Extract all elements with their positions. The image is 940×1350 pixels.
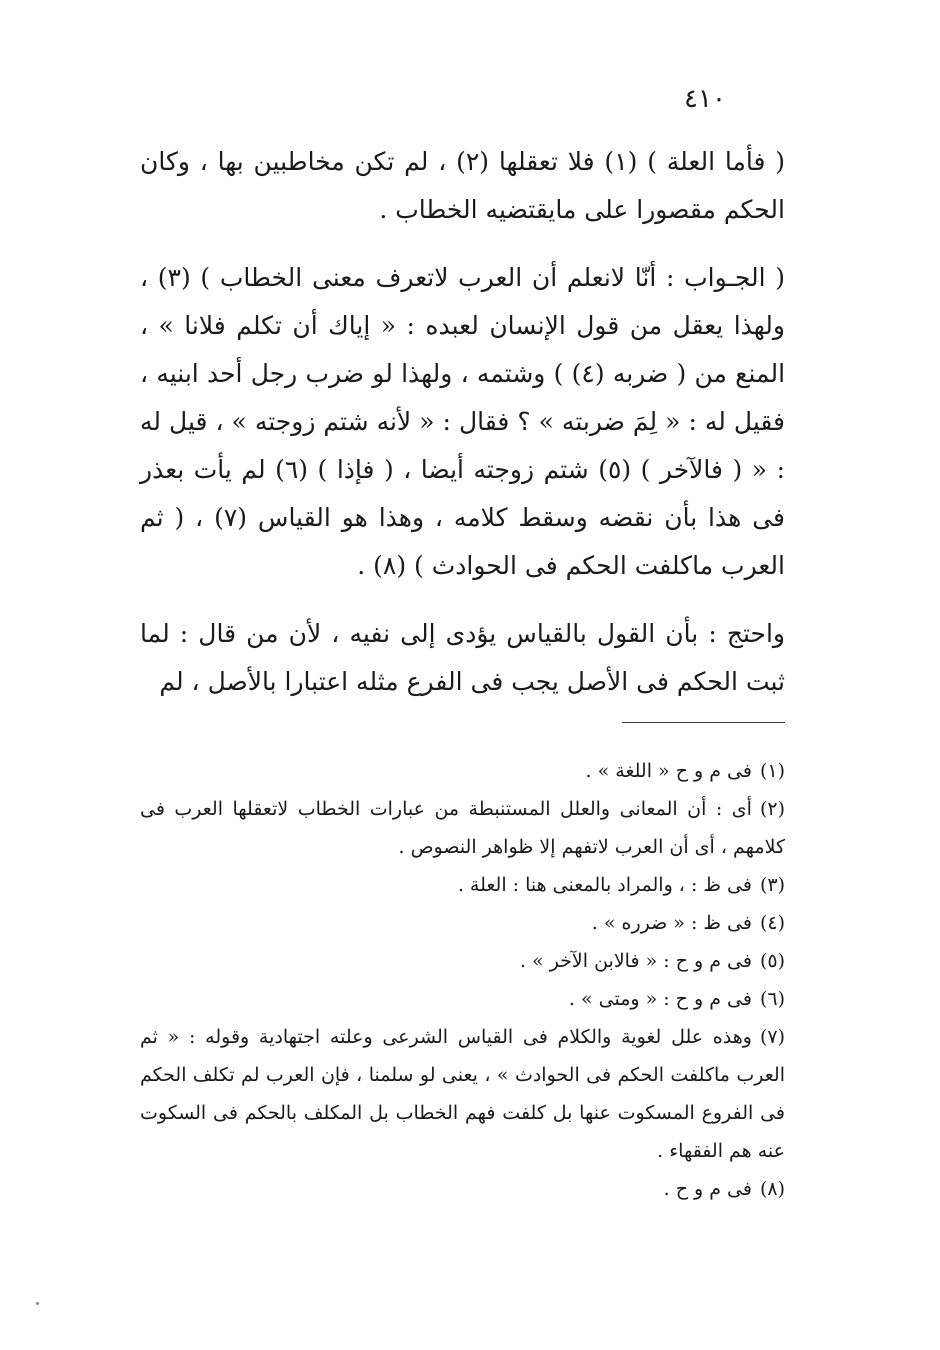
footnote-text: وهذه علل لغوية والكلام فى القياس الشرعى وعلته اجتهادية وقوله : « ثم العرب ماكلفت الحكم فى الحوادث » ، يعنى لو سلمنا ، فإن العرب لم تكلف الحكم فى الفروع المسكوت عنها بل كلفت فهم الخطاب بل المكلف بالحكم فى السكوت عنه هم الفقهاء . [140, 1026, 785, 1162]
footnote-number: (٧) [759, 1026, 785, 1048]
footnote-number: (٤) [759, 912, 785, 934]
footnote-number: (٥) [759, 950, 785, 972]
paragraph: ( فأما العلة ) (١) فلا تعقلها (٢) ، لم تكن مخاطبين بها ، وكان الحكم مقصورا على مايقتضيه الخطاب . [140, 147, 786, 224]
paragraph: واحتج : بأن القول بالقياس يؤدى إلى نفيه ، لأن من قال : لما ثبت الحكم فى الأصل يجب فى الفرع مثله اعتبارا بالأصل ، لم [140, 619, 785, 696]
footnote [140, 1018, 785, 1170]
footnote [140, 752, 785, 790]
footnote-text: فى م و ح : « فالابن الآخر » . [519, 950, 752, 972]
footnotes [140, 752, 785, 1208]
footnote-number: (٢) [759, 798, 785, 820]
footnote-number: (٨) [759, 1178, 785, 1200]
paragraph: ( الجـواب : أنّا لانعلم أن العرب لاتعرف معنى الخطاب ) (٣) ، ولهذا يعقل من قول الإنسان لعبده : « إياك أن تكلم فلانا » ، المنع من ( ضربه (٤) ) وشتمه ، ولهذا لو ضرب رجل أحد ابنيه ، فقيل له : « لِمَ ضربته » ؟ فقال : « لأنه شتم زوجته » ، قيل له : « ( فالآخر ) (٥) شتم زوجته أيضا ، ( فإذا ) (٦) لم يأت بعذر فى هذا بأن نقضه وسقط كلامه ، وهذا هو القياس (٧) ، ( ثم العرب ماكلفت الحكم فى الحوادث ) (٨) . [140, 263, 786, 580]
footnote-text: أى : أن المعانى والعلل المستنبطة من عبارات الخطاب لاتعقلها العرب فى كلامهم ، أى أن العرب لاتفهم إلا ظواهر النصوص . [140, 798, 785, 858]
footnote [140, 1170, 785, 1208]
footnote-number: (٦) [759, 988, 785, 1010]
footnote-number: (١) [759, 760, 785, 782]
footnote-text: فى ظ : ، والمراد بالمعنى هنا : العلة . [457, 874, 752, 896]
scan-speck [36, 1302, 39, 1305]
footnote-text: فى م و ح « اللغة » . [585, 760, 752, 782]
footnote [140, 904, 785, 942]
footnote-number: (٣) [759, 874, 785, 896]
footnote [140, 866, 785, 904]
footnote-separator [622, 722, 785, 723]
main-text [140, 138, 785, 706]
footnote-text: فى م و ح . [663, 1178, 752, 1200]
page-number: ٤١٠ [684, 84, 726, 114]
footnote-text: فى م و ح : « ومتى » . [568, 988, 752, 1010]
footnote [140, 790, 785, 866]
footnote [140, 942, 785, 980]
footnote-text: فى ظ : « ضرره » . [591, 912, 752, 934]
footnote [140, 980, 785, 1018]
